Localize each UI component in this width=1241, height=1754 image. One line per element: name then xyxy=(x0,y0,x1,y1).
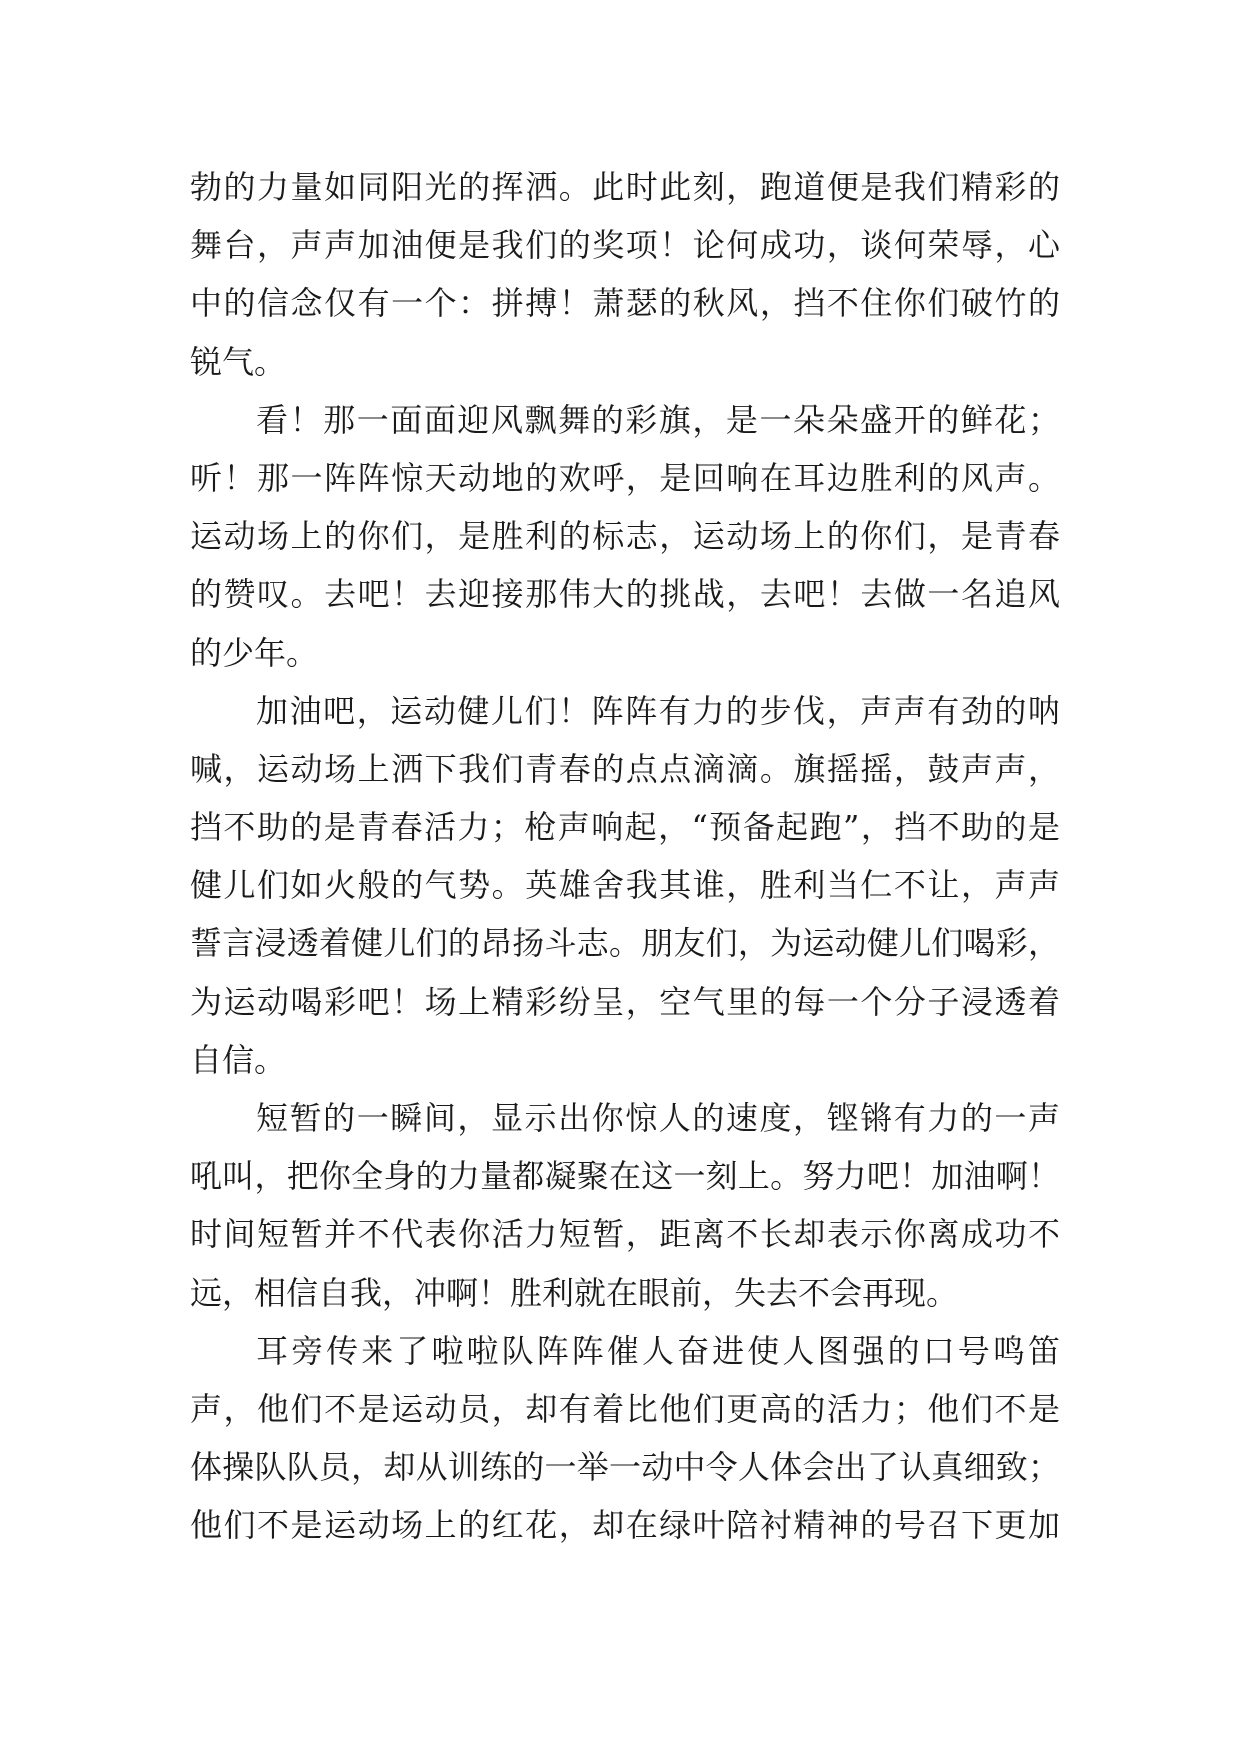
paragraph-first-line: 加油吧，运动健儿们！阵阵有力的步伐，声声有劲的呐 xyxy=(256,691,1060,730)
text-line: 誓言浸透着健儿们的昂扬斗志。朋友们，为运动健儿们喝彩， xyxy=(190,924,1060,963)
text-line: 勃的力量如同阳光的挥洒。此时此刻，跑道便是我们精彩的 xyxy=(190,168,1060,206)
text-line: 他们不是运动场上的红花，却在绿叶陪衬精神的号召下更加 xyxy=(190,1506,1060,1545)
text-line: 远，相信自我，冲啊！胜利就在眼前，失去不会再现。 xyxy=(190,1273,959,1312)
text-line: 中的信念仅有一个：拼搏！萧瑟的秋风，挡不住你们破竹的 xyxy=(190,284,1060,323)
paragraph-first-line: 看！那一面面迎风飘舞的彩旗，是一朵朵盛开的鲜花； xyxy=(256,400,1060,439)
text-line: 锐气。 xyxy=(190,342,287,381)
text-line: 体操队队员，却从训练的一举一动中令人体会出了认真细致； xyxy=(190,1448,1060,1487)
body-text xyxy=(190,158,1060,1555)
text-line: 的赞叹。去吧！去迎接那伟大的挑战，去吧！去做一名追风 xyxy=(190,575,1060,614)
text-line: 的少年。 xyxy=(190,633,319,672)
text-line: 听！那一阵阵惊天动地的欢呼，是回响在耳边胜利的风声。 xyxy=(190,458,1060,497)
text-line: 舞台，声声加油便是我们的奖项！论何成功，谈何荣辱，心 xyxy=(190,226,1060,265)
text-line: 自信。 xyxy=(190,1040,287,1079)
text-line: 声，他们不是运动员，却有着比他们更高的活力；他们不是 xyxy=(190,1389,1060,1428)
text-line: 为运动喝彩吧！场上精彩纷呈，空气里的每一个分子浸透着 xyxy=(190,982,1060,1021)
text-line: 健儿们如火般的气势。英雄舍我其谁，胜利当仁不让，声声 xyxy=(190,866,1060,905)
paragraph-first-line: 耳旁传来了啦啦队阵阵催人奋进使人图强的口号鸣笛 xyxy=(256,1331,1060,1370)
text-line: 时间短暂并不代表你活力短暂，距离不长却表示你离成功不 xyxy=(190,1215,1060,1254)
text-line: 挡不助的是青春活力；枪声响起，“预备起跑”，挡不助的是 xyxy=(190,808,1060,847)
text-line: 吼叫，把你全身的力量都凝聚在这一刻上。努力吧！加油啊！ xyxy=(190,1157,1060,1196)
text-line: 运动场上的你们，是胜利的标志，运动场上的你们，是青春 xyxy=(190,517,1060,556)
text-line: 喊，运动场上洒下我们青春的点点滴滴。旗摇摇，鼓声声， xyxy=(190,749,1060,788)
paragraph-first-line: 短暂的一瞬间，显示出你惊人的速度，铿锵有力的一声 xyxy=(256,1099,1060,1137)
